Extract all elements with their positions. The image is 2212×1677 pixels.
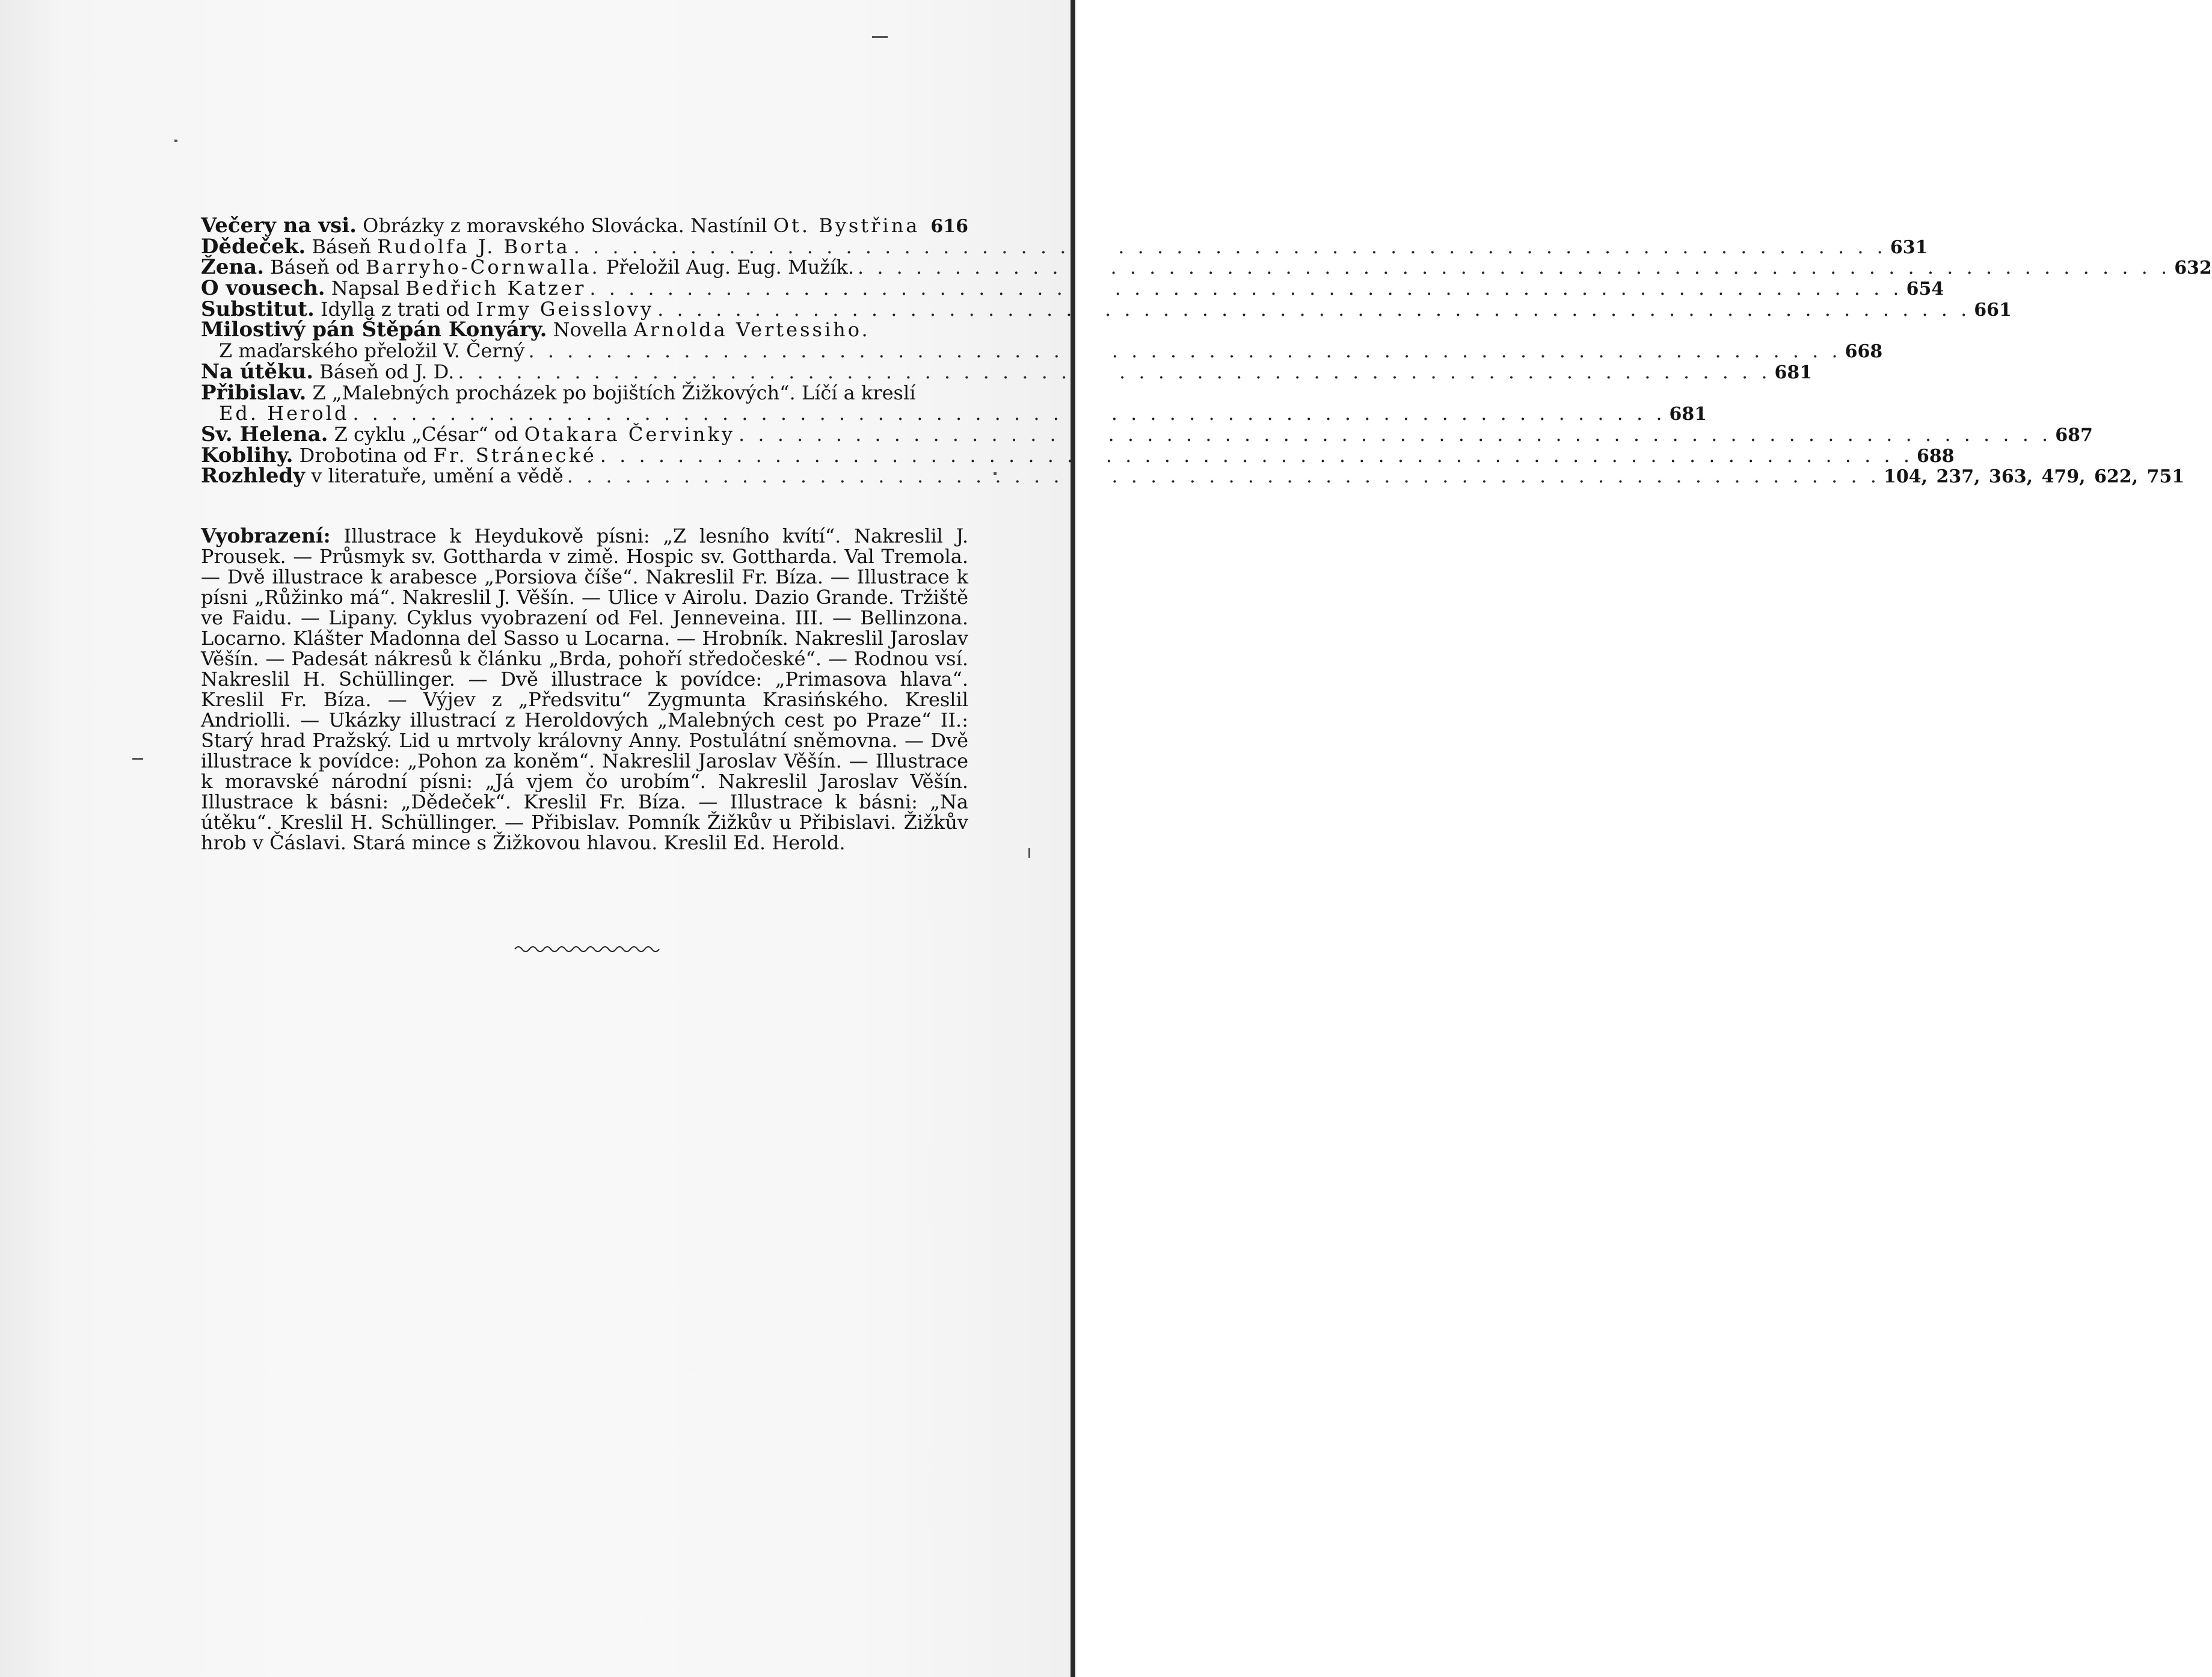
entry-page: 681 xyxy=(1669,404,1707,425)
entry-text: Z maďarského přeložil V. Černý xyxy=(219,339,525,363)
entry-page: 632 xyxy=(2174,257,2212,279)
entry-title: Žena. xyxy=(201,255,265,280)
entry-author: Otakara Červinky xyxy=(524,422,735,446)
entry-text: Novella xyxy=(553,318,628,342)
scan-speck xyxy=(872,36,888,38)
entry-text: Báseň od xyxy=(270,256,360,279)
leader-dots xyxy=(739,424,2051,445)
entry-title: Dědeček. xyxy=(201,234,306,259)
leader-dots xyxy=(528,340,1841,362)
scan-margin xyxy=(1075,0,1104,1677)
entry-title: Sv. Helena. xyxy=(201,422,328,446)
entry-title: O vousech. xyxy=(201,276,325,301)
table-of-contents xyxy=(201,214,2212,488)
toc-entry xyxy=(201,422,2093,446)
entry-text: Drobotina od xyxy=(299,443,428,467)
entry-page: 668 xyxy=(1845,341,1883,363)
entry-author: Bedřich Katzer xyxy=(405,277,586,300)
leader-dots xyxy=(352,403,1665,424)
wavy-rule xyxy=(515,947,659,952)
toc-entry xyxy=(201,255,2212,280)
toc-entry xyxy=(201,276,1944,301)
entry-translator: Přeložil Aug. Eug. Mužík. xyxy=(606,256,854,279)
toc-entry xyxy=(201,234,1928,259)
entry-title: Přibislav. xyxy=(201,380,307,405)
scan-speck xyxy=(1028,848,1030,858)
entry-text: Z cyklu „César“ od xyxy=(334,422,518,446)
toc-entry-continuation xyxy=(201,339,1883,363)
entry-page: 616 xyxy=(930,216,968,237)
entry-author: Ed. Herold xyxy=(219,402,349,425)
entry-page: 631 xyxy=(1890,236,1928,258)
entry-page: 654 xyxy=(1906,278,1944,300)
toc-entry xyxy=(201,443,1955,467)
toc-entry xyxy=(201,297,2012,321)
entry-text: Báseň od J. D. xyxy=(319,360,455,383)
leader-dots xyxy=(589,278,1902,299)
illustrations-label: Vyobrazení: xyxy=(201,524,331,547)
toc-entry xyxy=(201,380,968,405)
entry-author: Irmy Geisslovy xyxy=(476,297,654,321)
leader-dots xyxy=(574,236,1887,257)
entry-author: Arnolda Vertessiho. xyxy=(633,318,870,342)
toc-entry-continuation xyxy=(201,402,1707,425)
leader-dots xyxy=(458,362,1771,383)
illustrations-text: Illustrace k Heydukově písni: „Z lesního kvítí“. Nakreslil J. Prousek. — Průsmyk sv. Gottharda v zimě. Hospic sv. Gottharda. Val Tremola. — Dvě illustrace k arabesce „Porsiova číše“. Nakreslil Fr. Bíza. — Illustrace k písni „Růžinko má“. Nakreslil J. Věšín. — Ulice v Airolu. Dazio Grande. Tržiště ve Faidu. — Lipany. Cyklus vyobrazení od Fel. Jenneveina. III. — Bellinzona. Locarno. Klášter Madonna del Sasso u Locarna. — Hrobník. Nakreslil Jaroslav Věšín. — Padesát nákresů k článku „Brda, pohoří středočeské“. — Rodnou vsí. Nakreslil H. Schüllinger. — Dvě illustrace k povídce: „Primasova hlava“. Kreslil Fr. Bíza. — Výjev z „Předsvitu“ Zygmunta Krasińského. Kreslil Andriolli. — Ukázky illustrací z Heroldových „Malebných cest po Praze“ II.: Starý hrad Pražský. Lid u mrtvoly královny Anny. Postulátní sněmovna. — Dvě illustrace k povídce: „Pohon za koněm“. Nakreslil Jaroslav Věšín. — Illustrace k moravské národní písni: „Já vjem čo urobím“. Nakreslil Jaroslav Věšín. Illustrace k básni: „Dědeček“. Kreslil Fr. Bíza. — Illustrace k básni: „Na útěku“. Kreslil H. Schüllinger. — Přibislav. Pomník Žižkův u Přibislavi. Žižkův hrob v Čáslavi. Stará mince s Žižkovou hlavou. Kreslil Ed. Herold. xyxy=(201,525,969,854)
entry-title: Rozhledy xyxy=(201,464,306,488)
entry-title: Koblihy. xyxy=(201,443,293,467)
toc-entry xyxy=(201,215,968,236)
entry-page: 681 xyxy=(1774,362,1813,383)
entry-author: Barryho-Cornwalla. xyxy=(365,256,600,279)
toc-entry xyxy=(201,464,2185,488)
entry-text: Báseň xyxy=(312,235,371,258)
leader-dots xyxy=(858,257,2171,278)
entry-text: v literatuře, umění a vědě xyxy=(311,464,564,488)
entry-text: Idylla z trati od xyxy=(320,297,470,321)
entry-text: Obrázky z moravského Slovácka. Nastínil xyxy=(363,214,767,237)
leader-dots xyxy=(657,299,1970,320)
entry-title: Na útěku. xyxy=(201,359,314,384)
illustrations-list xyxy=(201,526,968,853)
leader-dots xyxy=(600,445,1913,466)
toc-entry xyxy=(201,319,968,340)
entry-title: Substitut. xyxy=(201,297,315,321)
entry-author: Fr. Stránecké xyxy=(433,443,597,467)
scan-speck xyxy=(132,758,143,760)
toc-entry xyxy=(201,359,1813,384)
entry-author: Ot. Bystřina xyxy=(773,214,920,237)
entry-page: 688 xyxy=(1917,445,1955,467)
wavy-rule-ornament xyxy=(515,946,665,955)
entry-text: Z „Malebných procházek po bojištích Žižkových“. Líčí a kreslí xyxy=(312,381,916,404)
page-edge xyxy=(1071,0,1075,1677)
entry-page: 661 xyxy=(1974,299,2012,321)
entry-page: 687 xyxy=(2055,424,2093,446)
leader-dots xyxy=(567,466,1880,487)
entry-text: Napsal xyxy=(331,277,400,300)
entry-title: Večery na vsi. xyxy=(201,214,357,238)
entry-pages: 104, 237, 363, 479, 622, 751 xyxy=(1883,466,2185,488)
scan-speck xyxy=(174,140,177,142)
entry-author: Rudolfa J. Borta xyxy=(377,235,570,258)
entry-title: Milostivý pán Štěpán Konyáry. xyxy=(201,318,547,342)
